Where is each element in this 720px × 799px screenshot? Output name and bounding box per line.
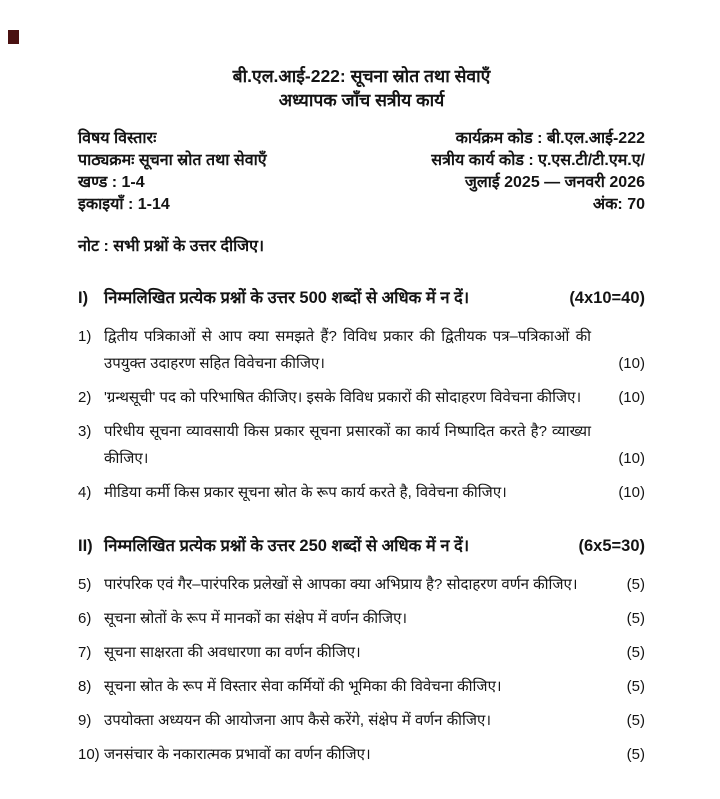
question-marks: (5) xyxy=(626,576,645,593)
document-header xyxy=(78,64,645,112)
question-marks: (5) xyxy=(626,610,645,627)
question-text: उपयोक्ता अध्ययन की आयोजना आप कैसे करेंगे, संक्षेप में वर्णन कीजिए। xyxy=(104,712,492,729)
question-number: 10) xyxy=(78,746,100,763)
question-text: जनसंचार के नकारात्मक प्रभावों का वर्णन कीजिए। xyxy=(104,746,371,763)
question-number: 2) xyxy=(78,389,92,406)
document-title: बी.एल.आई-222: सूचना स्रोत तथा सेवाएँ xyxy=(232,66,491,86)
section-2-marks: (6x5=30) xyxy=(578,537,645,555)
meta-programme-code: कार्यक्रम कोड : बी.एल.आई-222 xyxy=(455,130,645,147)
question-marks: (10) xyxy=(618,389,645,406)
question-number: 1) xyxy=(78,328,92,345)
question-row xyxy=(78,571,645,598)
question-row xyxy=(78,418,645,472)
meta-course-title: पाठ्यक्रमः सूचना स्रोत तथा सेवाएँ xyxy=(78,152,267,169)
question-marks: (5) xyxy=(626,678,645,695)
meta-total-marks: अंक: 70 xyxy=(592,196,645,213)
meta-session-dates: जुलाई 2025 — जनवरी 2026 xyxy=(464,174,645,191)
question-row xyxy=(78,707,645,734)
question-number: 4) xyxy=(78,484,92,501)
question-marks: (10) xyxy=(618,355,645,372)
question-marks: (10) xyxy=(618,484,645,501)
question-row xyxy=(78,323,645,377)
question-text: मीडिया कर्मी किस प्रकार सूचना स्रोत के रूप कार्य करते है, विवेचना कीजिए। xyxy=(104,484,507,501)
question-row xyxy=(78,384,645,411)
question-marks: (5) xyxy=(626,644,645,661)
section-1-instruction: निम्मलिखित प्रत्येक प्रश्नों के उत्तर 500 शब्दों से अधिक में न दें। xyxy=(104,289,470,307)
question-number: 5) xyxy=(78,576,92,593)
meta-blocks-range: खण्ड : 1-4 xyxy=(78,174,145,191)
question-row xyxy=(78,639,645,666)
question-text: सूचना स्रोत के रूप में विस्तार सेवा कर्मियों की भूमिका की विवेचना कीजिए। xyxy=(104,678,502,695)
question-row xyxy=(78,741,645,768)
meta-right-column xyxy=(431,128,645,216)
scan-artifact-square xyxy=(8,30,19,44)
section-1-number: I) xyxy=(78,289,89,307)
question-marks: (10) xyxy=(618,450,645,467)
section-1-question-list xyxy=(78,323,645,506)
question-row xyxy=(78,605,645,632)
meta-left-column xyxy=(78,128,267,216)
question-marks: (5) xyxy=(626,712,645,729)
question-number: 8) xyxy=(78,678,92,695)
meta-units-range: इकाइयाँ : 1-14 xyxy=(78,196,170,213)
question-text: पारंपरिक एवं गैर–पारंपरिक प्रलेखों से आपका क्या अभिप्राय है? सोदाहरण वर्णन कीजिए। xyxy=(104,576,578,593)
question-text: सूचना साक्षरता की अवधारणा का वर्णन कीजिए। xyxy=(104,644,361,661)
question-text: 'ग्रन्थसूची' पद को परिभाषित कीजिए। इसके विविध प्रकारों की सोदाहरण विवेचना कीजिए। xyxy=(104,389,582,406)
question-row xyxy=(78,673,645,700)
question-row xyxy=(78,479,645,506)
question-number: 7) xyxy=(78,644,92,661)
document-subtitle: अध्यापक जाँच सत्रीय कार्य xyxy=(278,90,445,110)
question-text: सूचना स्रोतों के रूप में मानकों का संक्षेप में वर्णन कीजिए। xyxy=(104,610,408,627)
note-line: नोट : सभी प्रश्नों के उत्तर दीजिए। xyxy=(78,238,265,255)
section-2-number: II) xyxy=(78,537,93,555)
question-number: 3) xyxy=(78,423,92,440)
question-text: परिधीय सूचना व्यावसायी किस प्रकार सूचना प्रसारकों का कार्य निष्पादित करते है? व्याख्या कीजिए। xyxy=(104,423,591,467)
question-number: 9) xyxy=(78,712,92,729)
meta-subject-coverage: विषय विस्तारः xyxy=(78,130,157,147)
question-text: द्वितीय पत्रिकाओं से आप क्या समझते हैं? विविध प्रकार की द्वितीयक पत्र–पत्रिकाओं की उपयुक्त उदाहरण सहित विवेचना कीजिए। xyxy=(104,328,591,372)
meta-block xyxy=(78,128,645,216)
section-2-instruction: निम्मलिखित प्रत्येक प्रश्नों के उत्तर 250 शब्दों से अधिक में न दें। xyxy=(104,537,470,555)
section-2-question-list xyxy=(78,571,645,768)
question-marks: (5) xyxy=(626,746,645,763)
section-2-heading xyxy=(78,534,645,558)
section-1-marks: (4x10=40) xyxy=(569,289,645,307)
question-number: 6) xyxy=(78,610,92,627)
section-1-heading xyxy=(78,286,645,310)
meta-assignment-code: सत्रीय कार्य कोड : ए.एस.टी/टी.एम.ए/ xyxy=(431,152,645,169)
